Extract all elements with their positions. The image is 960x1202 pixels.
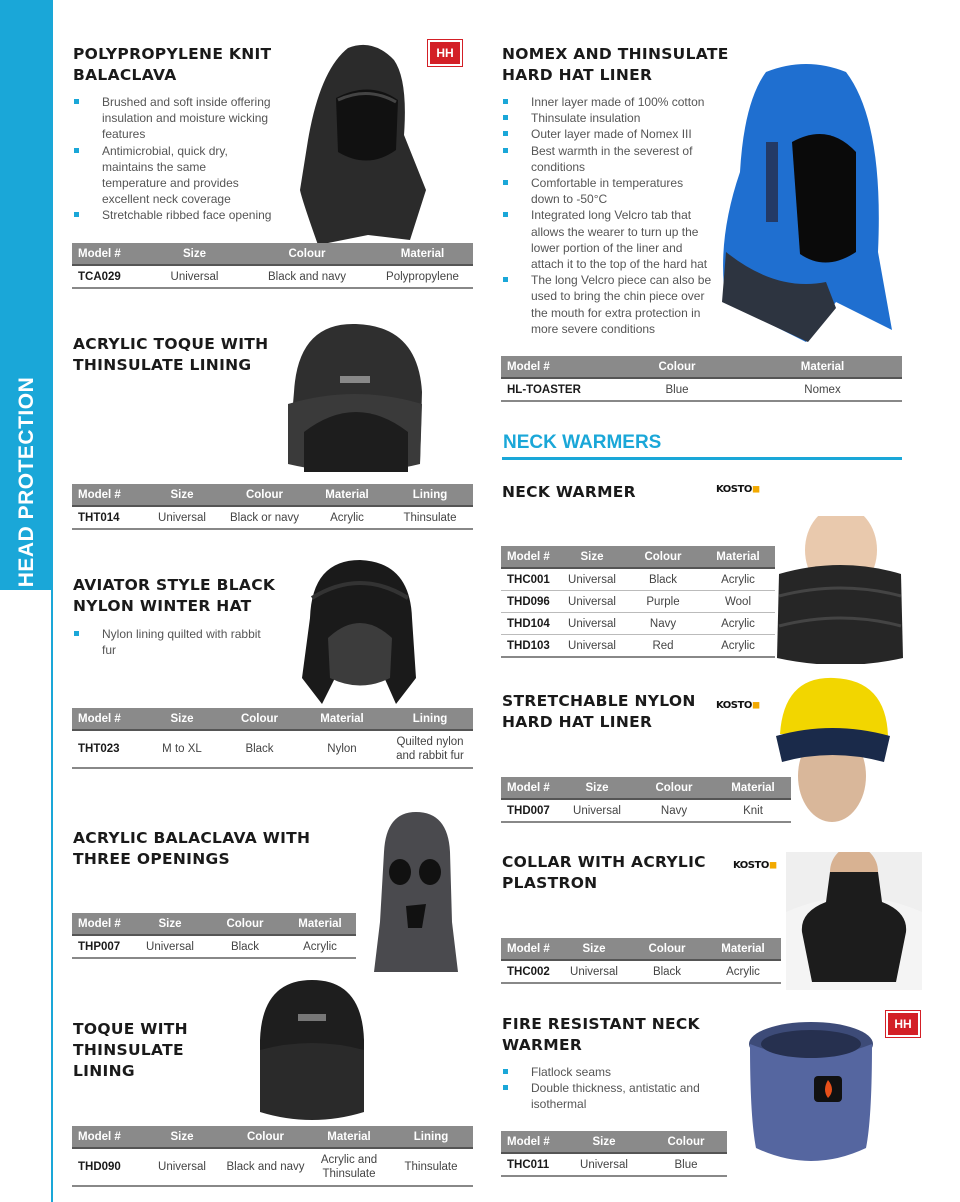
title-line: THINSULATE LINING [73, 356, 252, 374]
column-header: Colour [242, 243, 372, 265]
table-cell: Acrylic [701, 635, 775, 658]
spec-table-neck-warmer [501, 546, 775, 658]
column-header: Size [561, 777, 633, 799]
title-line: WARMER [502, 1036, 583, 1054]
bullet-item: Thinsulate insulation [501, 110, 713, 126]
column-header: Colour [629, 938, 705, 960]
fr-neck-warmer-image [746, 1018, 876, 1168]
kosto-mark: ◼ [768, 860, 777, 871]
table-row [501, 613, 775, 635]
table-cell: Nylon [297, 730, 387, 768]
kosto-logo [733, 860, 777, 871]
bullet-item: Inner layer made of 100% cotton [501, 94, 713, 110]
title-line: NOMEX AND THINSULATE [502, 45, 729, 63]
spec-table-balaclava-pp [72, 243, 473, 289]
table-cell: Universal [559, 568, 625, 591]
table-cell: Universal [561, 799, 633, 822]
column-header: Material [297, 708, 387, 730]
column-header: Colour [611, 356, 743, 378]
bullet-item: Antimicrobial, quick dry, maintains the same temperature and provides excellent neck coverage [72, 143, 272, 208]
table-cell: Acrylic [701, 568, 775, 591]
toque-lining-image [256, 980, 368, 1120]
bullet-item: Nylon lining quilted with rabbit fur [72, 626, 262, 658]
column-header: Model # [501, 777, 561, 799]
table-cell: THP007 [72, 935, 134, 958]
table-cell: Wool [701, 591, 775, 613]
product-title-balaclava-acrylic [73, 828, 310, 870]
bullet-list-nomex-liner [501, 94, 713, 337]
table-cell: Universal [142, 506, 222, 529]
title-line: TOQUE WITH [73, 1020, 188, 1038]
table-cell: Black or navy [222, 506, 307, 529]
balaclava-acrylic-image [372, 812, 460, 974]
column-header: Colour [625, 546, 701, 568]
column-header: Model # [501, 546, 559, 568]
title-line: ACRYLIC BALACLAVA WITH [73, 829, 311, 847]
spec-table-balaclava-acrylic [72, 913, 356, 959]
title-line: HARD HAT LINER [502, 66, 653, 84]
aviator-hat-image [300, 558, 418, 706]
table-cell: THC002 [501, 960, 559, 983]
column-header: Colour [222, 708, 297, 730]
table-cell: Black [206, 935, 284, 958]
column-header: Lining [389, 1126, 473, 1148]
bullet-item: Best warmth in the severest of conditions [501, 143, 713, 175]
table-cell: Blue [611, 378, 743, 401]
column-header: Model # [72, 243, 147, 265]
table-cell: Red [625, 635, 701, 658]
bullet-item: Double thickness, antistatic and isothermal [501, 1080, 711, 1112]
table-cell: Black [629, 960, 705, 983]
nylon-liner-image [776, 676, 890, 826]
column-header: Model # [72, 708, 142, 730]
table-cell: Black and navy [222, 1148, 309, 1186]
kosto-wordmark: KOSTO [716, 700, 752, 711]
neck-warmer-image [775, 516, 905, 664]
table-cell: HL-TOASTER [501, 378, 611, 401]
spec-table-aviator [72, 708, 473, 769]
bullet-item: Integrated long Velcro tab that allows the wearer to turn up the lower portion of the liner and attach it to the top of the hard hat [501, 207, 713, 272]
column-header: Colour [222, 1126, 309, 1148]
table-header-row [501, 938, 781, 960]
column-header: Size [142, 1126, 222, 1148]
table-cell: THC011 [501, 1153, 563, 1176]
table-cell: M to XL [142, 730, 222, 768]
title-line: HARD HAT LINER [502, 713, 653, 731]
sidebar-rule [51, 0, 53, 1202]
table-cell: THD103 [501, 635, 559, 658]
spec-table-nomex-liner [501, 356, 902, 402]
table-row [72, 506, 473, 529]
table-cell: Universal [147, 265, 242, 288]
table-cell: Acrylic [705, 960, 781, 983]
table-cell: Black [222, 730, 297, 768]
spec-table-fr-neck [501, 1131, 727, 1177]
table-header-row [501, 1131, 727, 1153]
spec-table-toque-thinsulate [72, 484, 473, 530]
column-header: Size [563, 1131, 645, 1153]
column-header: Size [142, 484, 222, 506]
table-cell: Universal [142, 1148, 222, 1186]
table-cell: Blue [645, 1153, 727, 1176]
column-header: Model # [72, 484, 142, 506]
spec-table-nylon-liner [501, 777, 791, 823]
table-cell: Black [625, 568, 701, 591]
table-cell: Black and navy [242, 265, 372, 288]
table-row [501, 591, 775, 613]
table-cell: Universal [559, 613, 625, 635]
table-cell: Universal [559, 635, 625, 658]
table-cell: THT014 [72, 506, 142, 529]
column-header: Material [309, 1126, 389, 1148]
table-cell: Navy [625, 613, 701, 635]
title-line: AVIATOR STYLE BLACK [73, 576, 276, 594]
kosto-logo [716, 700, 760, 711]
kosto-mark: ◼ [751, 700, 760, 711]
sidebar-tab [0, 0, 51, 590]
column-header: Size [147, 243, 242, 265]
table-header-row [72, 913, 356, 935]
column-header: Lining [387, 708, 473, 730]
table-row [501, 635, 775, 658]
table-row [501, 799, 791, 822]
table-row [501, 1153, 727, 1176]
kosto-wordmark: KOSTO [716, 484, 752, 495]
table-cell: THD007 [501, 799, 561, 822]
table-header-row [72, 1126, 473, 1148]
table-header-row [501, 546, 775, 568]
table-cell: THD104 [501, 613, 559, 635]
table-cell: THD096 [501, 591, 559, 613]
table-header-row [501, 777, 791, 799]
column-header: Size [559, 938, 629, 960]
bullet-item: Stretchable ribbed face opening [72, 207, 272, 223]
table-cell: Purple [625, 591, 701, 613]
product-title-balaclava-pp [73, 44, 271, 86]
table-row [72, 935, 356, 958]
title-line: THREE OPENINGS [73, 850, 230, 868]
helly-hansen-logo: HH [428, 40, 462, 66]
table-cell: Acrylic [284, 935, 356, 958]
column-header: Material [307, 484, 387, 506]
title-line: LINING [73, 1062, 135, 1080]
title-line: BALACLAVA [73, 66, 177, 84]
table-header-row [72, 243, 473, 265]
column-header: Lining [387, 484, 473, 506]
column-header: Material [743, 356, 902, 378]
column-header: Colour [206, 913, 284, 935]
bullet-list-aviator [72, 626, 262, 658]
product-title-toque-thinsulate [73, 334, 268, 376]
table-cell: Nomex [743, 378, 902, 401]
bullet-item: Flatlock seams [501, 1064, 711, 1080]
table-cell: Acrylic [307, 506, 387, 529]
table-cell: Quilted nylon and rabbit fur [387, 730, 473, 768]
nomex-liner-image [716, 62, 894, 344]
table-row [72, 730, 473, 768]
bullet-list-fr-neck [501, 1064, 711, 1113]
column-header: Material [715, 777, 791, 799]
section-title-neck-warmers: NECK WARMERS [503, 432, 662, 453]
bullet-item: The long Velcro piece can also be used to bring the chin piece over the mouth for extra protection in more severe conditions [501, 272, 713, 337]
column-header: Material [705, 938, 781, 960]
column-header: Size [559, 546, 625, 568]
bullet-list-balaclava-pp [72, 94, 272, 224]
product-title-fr-neck [502, 1014, 700, 1056]
product-title-collar [502, 852, 706, 894]
table-cell: Thinsulate [387, 506, 473, 529]
collar-image [786, 852, 922, 990]
table-cell: TCA029 [72, 265, 147, 288]
product-title-aviator [73, 575, 275, 617]
toque-thinsulate-image [284, 322, 426, 472]
kosto-wordmark: KOSTO [733, 860, 769, 871]
title-line: FIRE RESISTANT NECK [502, 1015, 700, 1033]
helly-hansen-logo: HH [886, 1011, 920, 1037]
table-cell: Navy [633, 799, 715, 822]
column-header: Model # [72, 913, 134, 935]
table-cell: Polypropylene [372, 265, 473, 288]
kosto-mark: ◼ [751, 484, 760, 495]
table-row [72, 265, 473, 288]
table-cell: Universal [559, 960, 629, 983]
column-header: Size [142, 708, 222, 730]
product-title-nylon-liner [502, 691, 696, 733]
column-header: Size [134, 913, 206, 935]
table-header-row [72, 708, 473, 730]
kosto-logo [716, 484, 760, 495]
title-line: STRETCHABLE NYLON [502, 692, 696, 710]
bullet-item: Outer layer made of Nomex III [501, 126, 713, 142]
table-header-row [501, 356, 902, 378]
table-cell: Knit [715, 799, 791, 822]
table-header-row [72, 484, 473, 506]
balaclava-pp-image [298, 40, 430, 245]
section-divider [502, 457, 902, 460]
column-header: Material [701, 546, 775, 568]
table-cell: THC001 [501, 568, 559, 591]
column-header: Colour [645, 1131, 727, 1153]
table-cell: THT023 [72, 730, 142, 768]
column-header: Model # [501, 356, 611, 378]
table-cell: Universal [134, 935, 206, 958]
table-cell: Thinsulate [389, 1148, 473, 1186]
title-line: COLLAR WITH ACRYLIC [502, 853, 706, 871]
column-header: Model # [501, 1131, 563, 1153]
table-cell: Acrylic [701, 613, 775, 635]
title-line: NYLON WINTER HAT [73, 597, 252, 615]
product-title-toque-lining [73, 1019, 188, 1082]
title-line: PLASTRON [502, 874, 598, 892]
spec-table-toque-lining [72, 1126, 473, 1187]
spec-table-collar [501, 938, 781, 984]
bullet-item: Comfortable in temperatures down to -50°C [501, 175, 713, 207]
product-title-neck-warmer: NECK WARMER [502, 483, 636, 501]
table-row [72, 1148, 473, 1186]
column-header: Material [284, 913, 356, 935]
title-line: POLYPROPYLENE KNIT [73, 45, 272, 63]
column-header: Colour [633, 777, 715, 799]
title-line: ACRYLIC TOQUE WITH [73, 335, 269, 353]
table-row [501, 568, 775, 591]
table-cell: Universal [559, 591, 625, 613]
product-title-nomex-liner [502, 44, 729, 86]
table-cell: Universal [563, 1153, 645, 1176]
column-header: Material [372, 243, 473, 265]
table-row [501, 960, 781, 983]
sidebar-label: HEAD PROTECTION [15, 376, 38, 588]
column-header: Model # [72, 1126, 142, 1148]
table-cell: THD090 [72, 1148, 142, 1186]
table-row [501, 378, 902, 401]
title-line: THINSULATE [73, 1041, 184, 1059]
table-cell: Acrylic and Thinsulate [309, 1148, 389, 1186]
column-header: Colour [222, 484, 307, 506]
bullet-item: Brushed and soft inside offering insulation and moisture wicking features [72, 94, 272, 143]
column-header: Model # [501, 938, 559, 960]
